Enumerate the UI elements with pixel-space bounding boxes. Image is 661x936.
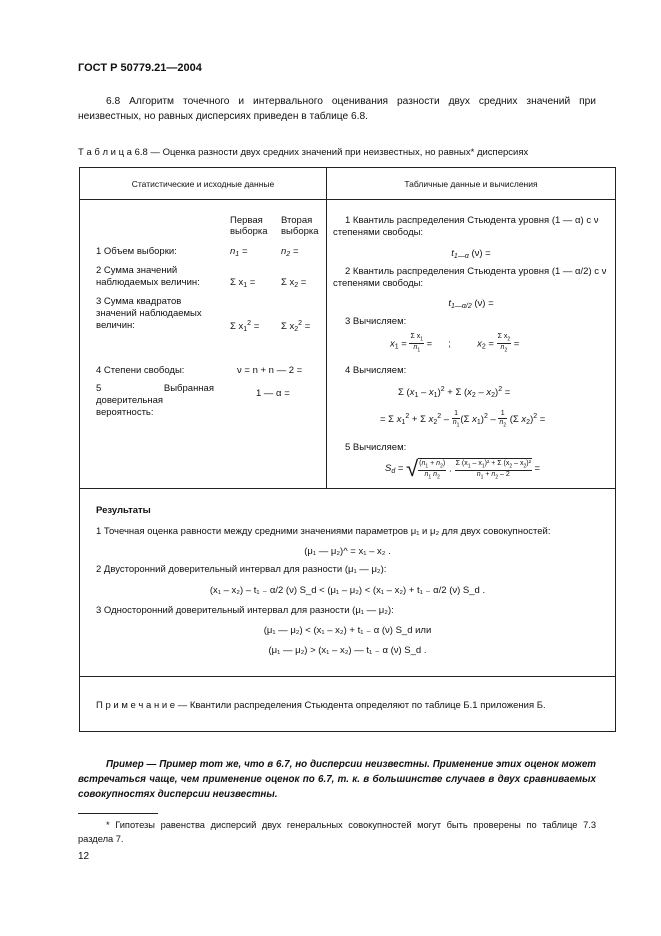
row-sum-label: 2 Сумма значений наблюдаемых величин:	[96, 265, 200, 288]
sample1-header: Первая выборка	[230, 215, 268, 237]
row-dof-formula: ν = n + n — 2 =	[237, 365, 303, 376]
step4-formula-b: = Σ $x_1^2 + \Sigma$ $x_2^2$ – $\frac{1}{n_1}$ (Σ $x_1)^2$ – $\frac{1}{n_2}$ (Σ $x_2)^2$ =	[380, 410, 546, 429]
table-note: П р и м е ч а н и е — Квантили распределения Стьюдента определяют по таблице Б.1 приложения Б.	[96, 700, 546, 711]
col-right-header: Табличные данные и вычисления	[404, 179, 538, 189]
example-paragraph: Пример — Пример тот же, что в 6.7, но дисперсии неизвестны. Применение этих оценок может встречаться чаще, чем применение оценок по 6.7, т. к. в большинстве случаев в двух сравниваемых совокупностях дисперсии неизвестны.	[78, 759, 596, 800]
row-sumsq-x2: Σ $x_2^2$ =	[281, 320, 311, 333]
step5-formula: $S_d$ = √ $\frac{(n_1 + n_2)}{n_1 n_2}$ · $\frac{\Sigma (x_1 - x_1)^2 + \Sigma (x_2 - x_2)^2}{n_1 + n_2 - 2}$ =	[385, 456, 541, 481]
row-sum-x1: Σ $x_1$ =	[230, 277, 256, 289]
step2-formula: $t_{1—\alpha/2}$ (ν) =	[448, 298, 494, 310]
row-sumsq-label: 3 Сумма квадратов значений наблюдаемых величин:	[96, 296, 202, 331]
step1-formula: $t_{1—\alpha}$ (ν) =	[451, 248, 491, 260]
result2-formula: (x₁ – x₂) – t₁ ₋ α/2 (ν) S_d < (μ₁ – μ₂) < (x₁ – x₂) + t₁ ₋ α/2 (ν) S_d .	[209, 585, 486, 596]
footnote-rule	[78, 813, 158, 814]
step4-text: 4 Вычисляем:	[345, 365, 407, 376]
row-sum-x2: Σ $x_2$ =	[281, 277, 307, 289]
row-sample-size-n2: $n_2$ =	[281, 246, 299, 258]
table-6-8	[79, 167, 616, 732]
row-confidence-formula: 1 — α =	[256, 388, 290, 399]
intro-paragraph: 6.8 Алгоритм точечного и интервального оценивания разности двух средних значений при неизвестных, но равных дисперсиях приведен в таблице 6.8.	[78, 96, 596, 122]
row-sample-size-label: 1 Объем выборки:	[96, 246, 177, 257]
result1-formula: (μ₁ — μ₂)^ = x₁ – x₂ .	[304, 546, 391, 557]
table-caption: Т а б л и ц а 6.8 — Оценка разности двух средних значений при неизвестных, но равных* дисперсиях	[78, 147, 529, 158]
results-title: Результаты	[96, 505, 151, 516]
result1-text: 1 Точечная оценка равности между средними значениями параметров μ₁ и μ₂ для двух совокупностей:	[96, 526, 551, 537]
table-results-divider	[80, 488, 615, 489]
document-code: ГОСТ Р 50779.21—2004	[78, 62, 202, 74]
step3-formula: $x_1$ = $\frac{\Sigma x_1}{n_1}$ = ; $x_2$ = $\frac{\Sigma x_2}{n_2}$ =	[390, 333, 520, 354]
row-dof-label: 4 Степени свободы:	[96, 365, 185, 376]
step2-text: 2 Квантиль распределения Стьюдента уровня (1 — α/2) с ν степенями свободы:	[333, 266, 607, 289]
step5-text: 5 Вычисляем:	[345, 442, 407, 453]
step3-text: 3 Вычисляем:	[345, 316, 407, 327]
table-header-divider	[80, 199, 615, 200]
result2-text: 2 Двусторонний доверительный интервал для разности (μ₁ — μ₂):	[96, 564, 387, 575]
footnote: * Гипотезы равенства дисперсий двух генеральных совокупностей могут быть проверены по таблице 7.3 раздела 7.	[78, 820, 596, 844]
table-note-divider	[80, 676, 615, 677]
row-sample-size-n1: $n_1$ =	[230, 246, 248, 258]
sample2-header: Вторая выборка	[281, 215, 319, 237]
result3-formula-a: (μ₁ — μ₂) < (x₁ – x₂) + t₁ ₋ α (ν) S_d или	[263, 625, 432, 636]
result3-formula-b: (μ₁ — μ₂) > (x₁ – x₂) — t₁ ₋ α (ν) S_d .	[268, 645, 427, 656]
row-confidence-label: 5 Выбранная доверительная вероятность:	[96, 383, 214, 418]
page-number: 12	[78, 851, 90, 862]
col-left-header: Статистические и исходные данные	[131, 179, 275, 189]
table-column-divider	[326, 168, 327, 488]
step1-text: 1 Квантиль распределения Стьюдента уровня (1 — α) с ν степенями свободы:	[333, 215, 599, 238]
step4-formula-a: Σ $(x_1 - x_1)^2 + \Sigma$ $(x_2 - x_2)^2$ =	[398, 386, 511, 399]
result3-text: 3 Односторонний доверительный интервал для разности (μ₁ — μ₂):	[96, 605, 394, 616]
row-sumsq-x1: Σ $x_1^2$ =	[230, 320, 260, 333]
